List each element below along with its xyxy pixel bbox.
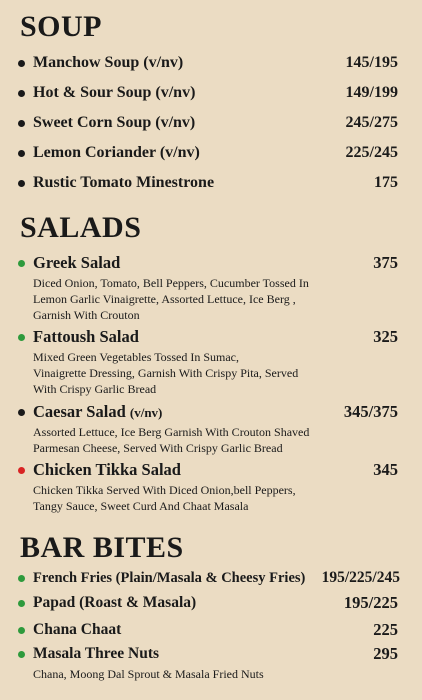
item-tag: (v/nv) [129, 405, 163, 420]
menu-item [18, 592, 398, 614]
item-name: Masala Three Nuts [33, 645, 160, 662]
item-price: 295 [373, 644, 398, 663]
veg-dot-icon [18, 334, 25, 341]
item-price: 345/375 [343, 402, 398, 421]
veg-dot-icon [18, 260, 25, 267]
menu-item [18, 567, 398, 589]
menu-item [18, 459, 398, 514]
item-name: Fattoush Salad [33, 327, 139, 346]
menu-item [18, 643, 398, 682]
item-description [33, 349, 398, 397]
description-line: Assorted Lettuce, Ice Berg Garnish With Crouton Shaved [33, 425, 310, 439]
item-price: 225 [373, 620, 398, 639]
item-name: Sweet Corn Soup (v/nv) [33, 114, 196, 131]
item-name: Chicken Tikka Salad [33, 460, 181, 479]
veg-dot-icon [18, 651, 25, 658]
item-price: 149/199 [345, 84, 398, 101]
section-title-soup: SOUP [20, 10, 103, 43]
item-description [33, 424, 398, 456]
item-name: Hot & Sour Soup (v/nv) [33, 84, 196, 101]
description-line: Lemon Garlic Vinaigrette, Assorted Lettuce, Ice Berg , [33, 292, 296, 306]
veg-dot-icon [18, 627, 25, 634]
mixed-dot-icon [18, 180, 25, 187]
item-name: Chana Chaat [33, 621, 122, 638]
mixed-dot-icon [18, 409, 25, 416]
item-name [33, 401, 162, 424]
item-name-text: Caesar Salad [33, 402, 126, 421]
item-name: Manchow Soup (v/nv) [33, 54, 184, 71]
description-line: Parmesan Cheese, Served With Crispy Garlic Bread [33, 441, 283, 455]
section-title-salads: SALADS [20, 211, 142, 244]
item-name: Rustic Tomato Minestrone [33, 174, 215, 191]
description-line: Garnish With Crouton [33, 308, 140, 322]
menu-item [18, 82, 398, 104]
description-line: Diced Onion, Tomato, Bell Peppers, Cucumber Tossed In [33, 276, 309, 290]
item-price: 195/225 [343, 593, 398, 612]
menu-item [18, 326, 398, 397]
item-name: Lemon Coriander (v/nv) [33, 144, 200, 161]
item-price: 245/275 [345, 114, 398, 131]
item-price: 225/245 [345, 144, 398, 161]
description-line: With Crispy Garlic Bread [33, 382, 157, 396]
item-price: 375 [373, 253, 398, 272]
veg-dot-icon [18, 600, 25, 607]
description-line: Chana, Moong Dal Sprout & Masala Fried Nuts [33, 667, 264, 681]
item-description [33, 482, 398, 514]
description-line: Tangy Sauce, Sweet Curd And Chaat Masala [33, 499, 249, 513]
item-price: 195/225/245 [321, 569, 400, 586]
menu-item [18, 252, 398, 323]
veg-dot-icon [18, 575, 25, 582]
description-line: Chicken Tikka Served With Diced Onion,bell Peppers, [33, 483, 296, 497]
item-name: Papad (Roast & Masala) [33, 594, 197, 611]
mixed-dot-icon [18, 90, 25, 97]
mixed-dot-icon [18, 60, 25, 67]
nonveg-dot-icon [18, 467, 25, 474]
menu-item [18, 172, 398, 194]
item-price: 345 [373, 460, 398, 479]
menu-item [18, 401, 398, 456]
menu-item [18, 619, 398, 641]
description-line: Mixed Green Vegetables Tossed In Sumac, [33, 350, 240, 364]
description-line: Vinaigrette Dressing, Garnish With Crispy Pita, Served [33, 366, 299, 380]
menu-item [18, 52, 398, 74]
item-name: French Fries (Plain/Masala & Cheesy Fries) [33, 570, 306, 586]
item-description [33, 666, 398, 682]
menu-item [18, 142, 398, 164]
item-price: 145/195 [345, 54, 398, 71]
menu-item [18, 112, 398, 134]
mixed-dot-icon [18, 150, 25, 157]
mixed-dot-icon [18, 120, 25, 127]
section-title-bar-bites: BAR BITES [20, 531, 184, 564]
item-name: Greek Salad [33, 253, 121, 272]
item-price: 325 [373, 327, 398, 346]
item-price: 175 [374, 174, 398, 191]
item-description [33, 275, 398, 323]
